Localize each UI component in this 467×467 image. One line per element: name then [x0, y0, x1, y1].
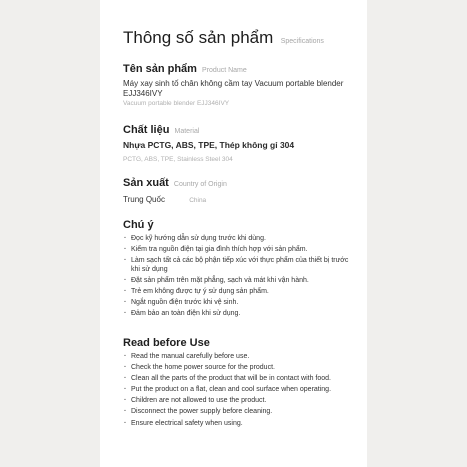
product-name-heading-en: Product Name	[202, 67, 247, 74]
list-item: · Ngắt nguồn điện trước khi vệ sinh.	[123, 299, 358, 308]
list-item: · Đọc kỹ hướng dẫn sử dụng trước khi dùng.	[123, 235, 358, 244]
material-heading	[123, 124, 358, 136]
list-item: · Disconnect the power supply before cleaning.	[123, 408, 358, 417]
material-heading-en: Material	[174, 128, 200, 135]
list-item: · Kiểm tra nguồn điện tại gia đình thích hợp với sản phẩm.	[123, 246, 358, 255]
read-before-use-list	[123, 353, 358, 428]
list-item: · Check the home power source for the product.	[123, 364, 358, 373]
read-before-use-heading: Read before Use	[123, 337, 210, 349]
read-before-use-section	[123, 337, 358, 431]
material-section	[123, 124, 358, 164]
origin-heading-en: Country of Origin	[173, 181, 227, 188]
product-name-value-en: Vacuum portable blender EJJ346IVY	[123, 100, 230, 107]
origin-section	[123, 177, 358, 204]
origin-value: Trung Quốc	[123, 195, 165, 204]
page-title: Thông số sản phẩm	[123, 28, 274, 47]
product-name-value: Máy xay sinh tố chân không cầm tay Vacuum portable blender EJJ346IVY	[123, 79, 344, 98]
origin-value-en: China	[189, 197, 207, 204]
caution-list	[123, 235, 358, 319]
material-value: Nhựa PCTG, ABS, TPE, Thép không gỉ 304	[123, 140, 295, 150]
product-name-section	[123, 63, 358, 108]
list-item: · Clean all the parts of the product that will be in contact with food.	[123, 375, 358, 384]
caution-heading: Chú ý	[123, 219, 154, 231]
material-value-en: PCTG, ABS, TPE, Stainless Steel 304	[123, 156, 233, 163]
product-name-heading	[123, 63, 358, 75]
list-item: · Children are not allowed to use the product.	[123, 397, 358, 406]
list-item: · Đặt sản phẩm trên mặt phẳng, sạch và mát khi vận hành.	[123, 277, 358, 286]
material-heading-vi: Chất liệu	[123, 124, 170, 136]
page-title-row	[123, 28, 324, 48]
list-item: · Trẻ em không được tự ý sử dụng sản phẩm.	[123, 288, 358, 297]
list-item: · Đảm bảo an toàn điện khi sử dụng.	[123, 310, 358, 319]
list-item: · Put the product on a flat, clean and cool surface when operating.	[123, 386, 358, 395]
product-name-heading-vi: Tên sản phẩm	[123, 63, 197, 75]
page-title-en: Specifications	[280, 38, 324, 45]
list-item: · Ensure electrical safety when using.	[123, 420, 358, 429]
origin-value-row	[123, 195, 358, 204]
list-item: · Làm sạch tất cả các bộ phận tiếp xúc với thực phẩm của thiết bị trước khi sử dụng	[123, 257, 358, 274]
origin-heading-vi: Sản xuất	[123, 177, 169, 189]
origin-heading	[123, 177, 358, 189]
list-item: · Read the manual carefully before use.	[123, 353, 358, 362]
caution-section	[123, 219, 358, 321]
